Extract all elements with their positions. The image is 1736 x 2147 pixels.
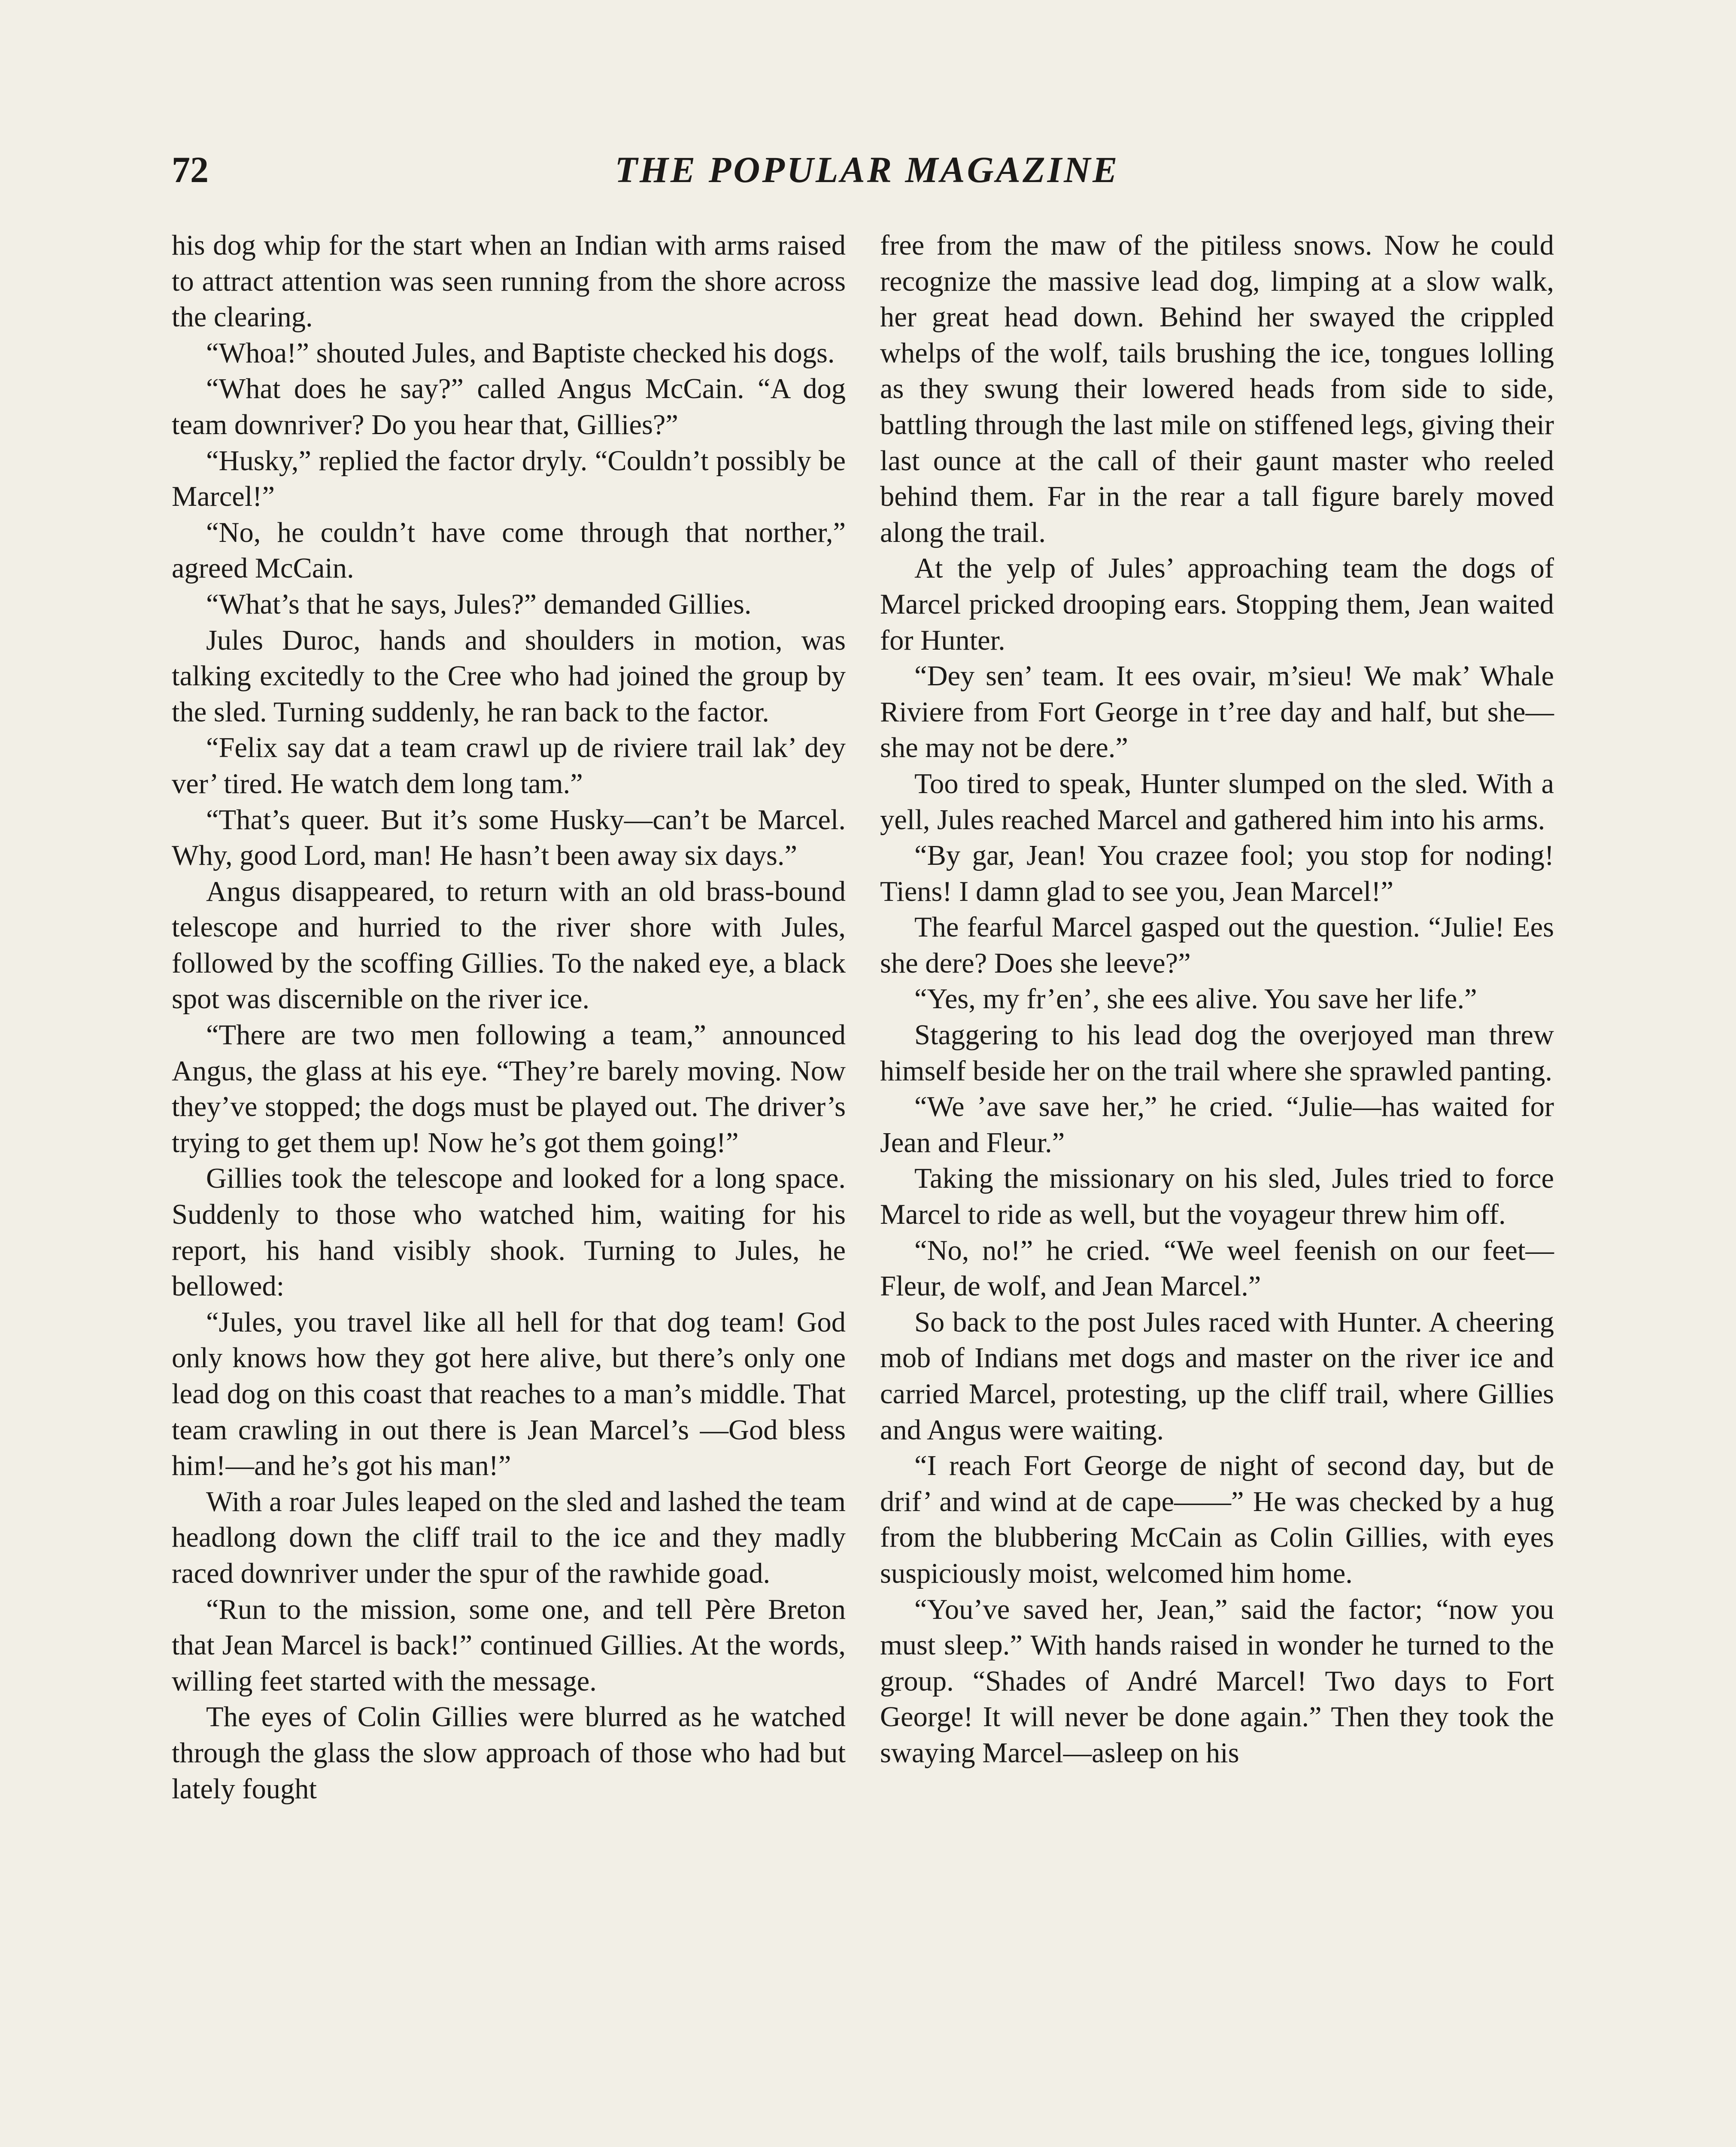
paragraph: Taking the missionary on his sled, Jules tried to force Marcel to ride as well, but the voyageur threw him off. [880, 1163, 1554, 1231]
page-number: 72 [172, 149, 209, 190]
page-header [172, 146, 1563, 193]
paragraph: “No, no!” he cried. “We weel feenish on our feet—Fleur, de wolf, and Jean Marcel.” [880, 1235, 1554, 1302]
paragraph: Too tired to speak, Hunter slumped on the sled. With a yell, Jules reached Marcel and gathered him into his arms. [880, 768, 1554, 836]
paragraph: “Yes, my fr’en’, she ees alive. You save her life.” [914, 983, 1477, 1015]
paragraph: “I reach Fort George de night of second day, but de drif’ and wind at de cape——” He was checked by a hug from the blubbering McCain as Colin Gillies, with eyes suspiciously moist, welcomed him home. [880, 1450, 1554, 1589]
paragraph: “We ’ave save her,” he cried. “Julie—has waited for Jean and Fleur.” [880, 1091, 1554, 1159]
right-column [880, 228, 1554, 1771]
paragraph: “What’s that he says, Jules?” demanded Gillies. [206, 588, 752, 620]
paragraph: “Run to the mission, some one, and tell Père Breton that Jean Marcel is back!” continued Gillies. At the words, willing feet started with the message. [172, 1594, 846, 1697]
paragraph: “Whoa!” shouted Jules, and Baptiste checked his dogs. [206, 337, 835, 369]
paragraph: Angus disappeared, to return with an old brass-bound telescope and hurried to the river shore with Jules, followed by the scoffing Gillies. To the naked eye, a black spot was discernible on the river ice. [172, 876, 846, 1015]
paragraph: “By gar, Jean! You crazee fool; you stop for noding! Tiens! I damn glad to see you, Jean Marcel!” [880, 840, 1554, 907]
paragraph: “There are two men following a team,” announced Angus, the glass at his eye. “They’re barely moving. Now they’ve stopped; the dogs must be played out. The driver’s trying to get them up! Now he’s got them going!” [172, 1019, 846, 1159]
paragraph: Jules Duroc, hands and shoulders in motion, was talking excitedly to the Cree who had joined the group by the sled. Turning suddenly, he ran back to the factor. [172, 624, 846, 728]
paragraph: “Jules, you travel like all hell for that dog team! God only knows how they got here alive, but there’s only one lead dog on this coast that reaches to a man’s middle. That team crawling in out there is Jean Marcel’s —God bless him!—and he’s got his man!” [172, 1306, 846, 1482]
paragraph: “Husky,” replied the factor dryly. “Couldn’t possibly be Marcel!” [172, 445, 846, 513]
paragraph: “What does he say?” called Angus McCain. “A dog team downriver? Do you hear that, Gillies?” [172, 373, 846, 441]
paragraph: “Dey sen’ team. It ees ovair, m’sieu! We mak’ Whale Riviere from Fort George in t’ree day and half, but she—she may not be dere.” [880, 660, 1554, 764]
magazine-title: THE POPULAR MAGAZINE [615, 149, 1120, 190]
paragraph: With a roar Jules leaped on the sled and lashed the team headlong down the cliff trail to the ice and they madly raced downriver under the spur of the rawhide goad. [172, 1486, 846, 1589]
paragraph: The fearful Marcel gasped out the question. “Julie! Ees she dere? Does she leeve?” [880, 912, 1554, 979]
left-column [172, 228, 846, 1807]
paragraph: The eyes of Colin Gillies were blurred as he watched through the glass the slow approach of those who had but lately fought [172, 1701, 846, 1805]
paragraph: “Felix say dat a team crawl up de riviere trail lak’ dey ver’ tired. He watch dem long tam.” [172, 732, 846, 800]
paragraph: “No, he couldn’t have come through that norther,” agreed McCain. [172, 517, 846, 584]
paragraph: At the yelp of Jules’ approaching team the dogs of Marcel pricked drooping ears. Stopping them, Jean waited for Hunter. [880, 553, 1554, 656]
paragraph: Gillies took the telescope and looked for a long space. Suddenly to those who watched him, waiting for his report, his hand visibly shook. Turning to Jules, he bellowed: [172, 1163, 846, 1302]
paragraph: free from the maw of the pitiless snows. Now he could recognize the massive lead dog, limping at a slow walk, her great head down. Behind her swayed the crippled whelps of the wolf, tails brushing the ice, tongues lolling as they swung their lowered heads from side to side, battling through the last mile on stiffened legs, giving their last ounce at the call of their gaunt master who reeled behind them. Far in the rear a tall figure barely moved along the trail. [880, 230, 1554, 548]
paragraph: “You’ve saved her, Jean,” said the factor; “now you must sleep.” With hands raised in wonder he turned to the group. “Shades of André Marcel! Two days to Fort George! It will never be done again.” Then they took the swaying Marcel—asleep on his [880, 1594, 1554, 1769]
paragraph: Staggering to his lead dog the overjoyed man threw himself beside her on the trail where she sprawled panting. [880, 1019, 1554, 1087]
paragraph: his dog whip for the start when an Indian with arms raised to attract attention was seen running from the shore across the clearing. [172, 230, 846, 333]
paragraph: So back to the post Jules raced with Hunter. A cheering mob of Indians met dogs and master on the river ice and carried Marcel, protesting, up the cliff trail, where Gillies and Angus were waiting. [880, 1306, 1554, 1446]
paragraph: “That’s queer. But it’s some Husky—can’t be Marcel. Why, good Lord, man! He hasn’t been away six days.” [172, 804, 846, 872]
